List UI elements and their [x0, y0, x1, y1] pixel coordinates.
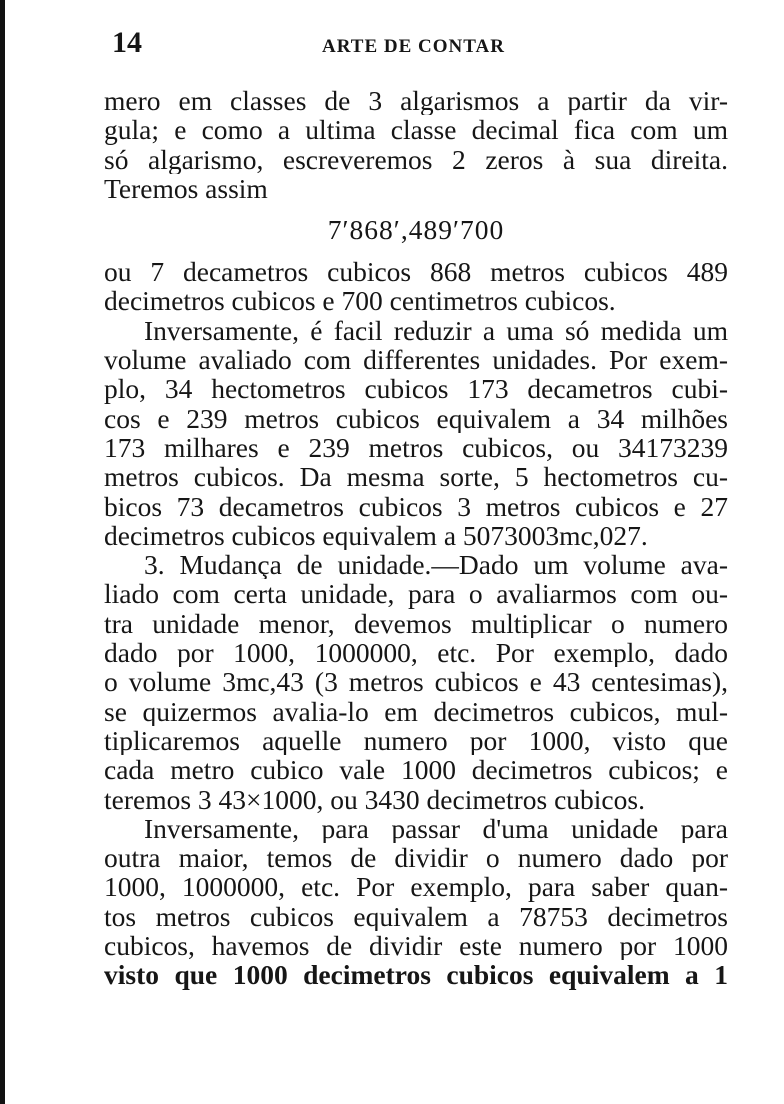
- text-line: Teremos assim: [104, 173, 268, 204]
- text-line: decimetros cubicos e 700 centimetros cubicos.: [104, 286, 616, 316]
- text-line: decimetros cubicos equivalem a 5073003mc,027.: [104, 520, 648, 551]
- text-line: tiplicaremos aquelle numero por 1000, visto que: [104, 725, 728, 756]
- text-line: plo, 34 hectometros cubicos 173 decametros cubi-: [104, 374, 728, 404]
- text-line: o volume 3mc,43 (3 metros cubicos e 43 centesimas),: [104, 667, 728, 697]
- running-title: ARTE DE CONTAR: [322, 36, 505, 57]
- text-line: volume avaliado com differentes unidades. Por exem-: [104, 345, 728, 375]
- text-line: ou 7 decametros cubicos 868 metros cubicos 489: [104, 257, 728, 287]
- numeric-example: 7′868′,489′700: [327, 214, 505, 246]
- text-line: cos e 239 metros cubicos equivalem a 34 milhões: [104, 403, 728, 433]
- text-line: liado com certa unidade, para o avaliarmos com ou-: [104, 579, 728, 609]
- text-line: cada metro cubico vale 1000 decimetros cubicos; e: [104, 755, 728, 785]
- paragraph-start-line: Inversamente, é facil reduzir a uma só medida um: [144, 315, 728, 346]
- text-line: metros cubicos. Da mesma sorte, 5 hectometros cu-: [104, 462, 728, 492]
- text-line: outra maior, temos de dividir o numero dado por: [104, 843, 728, 873]
- text-line: 1000, 1000000, etc. Por exemplo, para saber quan-: [104, 872, 728, 902]
- text-line: só algarismo, escreveremos 2 zeros à sua direita.: [104, 144, 728, 174]
- text-line: dado por 1000, 1000000, etc. Por exemplo, dado: [104, 638, 728, 668]
- body-text: [104, 86, 728, 990]
- text-line: cubicos, havemos de dividir este numero por 1000: [104, 931, 728, 961]
- text-line: mero em classes de 3 algarismos a partir da vir-: [104, 86, 728, 116]
- paragraph-start-line: Inversamente, para passar d'uma unidade para: [144, 813, 728, 844]
- text-line: bicos 73 decametros cubicos 3 metros cubicos e 27: [104, 491, 728, 521]
- text-line: visto que 1000 decimetros cubicos equivalem a 1: [104, 960, 728, 990]
- text-line: gula; e como a ultima classe decimal fica com um: [104, 115, 728, 145]
- page-number: 14: [112, 26, 142, 59]
- text-line: teremos 3 43×1000, ou 3430 decimetros cubicos.: [104, 784, 645, 814]
- section-heading-line: 3. Mudança de unidade.—Dado um volume ava-: [144, 550, 728, 580]
- text-line: 173 milhares e 239 metros cubicos, ou 34173239: [104, 432, 728, 463]
- text-line: tra unidade menor, devemos multiplicar o numero: [104, 608, 728, 639]
- text-line: se quizermos avalia-lo em decimetros cubicos, mul-: [104, 696, 728, 726]
- page-edge-rule: [0, 0, 5, 1104]
- page-header: [112, 26, 732, 66]
- text-line: tos metros cubicos equivalem a 78753 decimetros: [104, 901, 728, 932]
